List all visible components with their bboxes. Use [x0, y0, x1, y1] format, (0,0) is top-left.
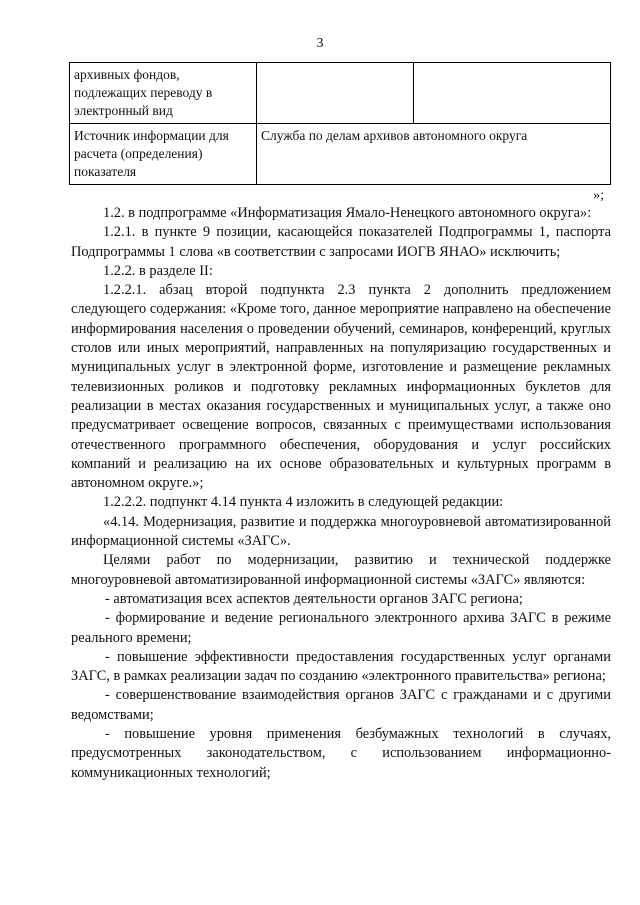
- table-cell: [414, 63, 611, 124]
- paragraph: Целями работ по модернизации, развитию и технической поддержке многоуровневой автоматизированной информационной системы «ЗАГС» являются:: [71, 552, 611, 588]
- document-body: [71, 204, 611, 783]
- table-cell: Служба по делам архивов автономного округа: [257, 124, 611, 185]
- table-cell: архивных фондов, подлежащих переводу в электронный вид: [70, 63, 257, 124]
- table-row: [70, 124, 611, 185]
- quote-close: »;: [593, 188, 604, 203]
- list-item: - формирование и ведение регионального электронного архива ЗАГС в режиме реального времени;: [71, 610, 611, 646]
- indicator-table: [69, 62, 611, 185]
- paragraph: «4.14. Модернизация, развитие и поддержка многоуровневой автоматизированной информационной системы «ЗАГС».: [71, 513, 611, 550]
- list-item: - повышение уровня применения безбумажных технологий в случаях, предусмотренных законодательством, с использованием информационно-коммуникационных технологий;: [71, 726, 611, 781]
- paragraph: 1.2.2.2. подпункт 4.14 пункта 4 изложить в следующей редакции:: [103, 494, 504, 511]
- paragraph: 1.2. в подпрограмме «Информатизация Ямало-Ненецкого автономного округа»:: [103, 205, 592, 221]
- paragraph: 1.2.1. в пункте 9 позиции, касающейся показателей Подпрограммы 1, паспорта Подпрограммы 1 слова «в соответствии с запросами ИОГВ ЯНАО» исключить;: [71, 224, 611, 260]
- table-row: [70, 63, 611, 124]
- table-cell: Источник информации для расчета (определения) показателя: [70, 124, 257, 185]
- list-item: - совершенствование взаимодействия органов ЗАГС с гражданами и с другими ведомствами;: [71, 687, 611, 723]
- list-item: - автоматизация всех аспектов деятельности органов ЗАГС региона;: [105, 590, 523, 607]
- page-number: 3: [316, 36, 324, 51]
- paragraph: 1.2.2.1. абзац второй подпункта 2.3 пункта 2 дополнить предложением следующего содержания: «Кроме того, данное мероприятие направлено на обеспечение информирования населения о проведении обучений, семинаров, конференций, круглых столов или иных мероприятий, направленных на популяризацию государственных и муниципальных услуг в электронной форме, изготовление и размещение рекламных телевизионных роликов и подготовку рекламных информационных буклетов для реализации в местах оказания государственных и муниципальных услуг, а также оно предусматривает освещение вопросов, связанных с преимуществами использования отечественного программного обеспечения, оборудования и услуг российских компаний и реализацию на их основе образовательных и культурных программ в автономном округе.»;: [71, 282, 611, 492]
- paragraph: 1.2.2. в разделе II:: [103, 262, 213, 279]
- list-item: - повышение эффективности предоставления государственных услуг органами ЗАГС, в рамках реализации задач по созданию «электронного правительства» региона;: [71, 648, 611, 685]
- table-cell: [257, 63, 414, 124]
